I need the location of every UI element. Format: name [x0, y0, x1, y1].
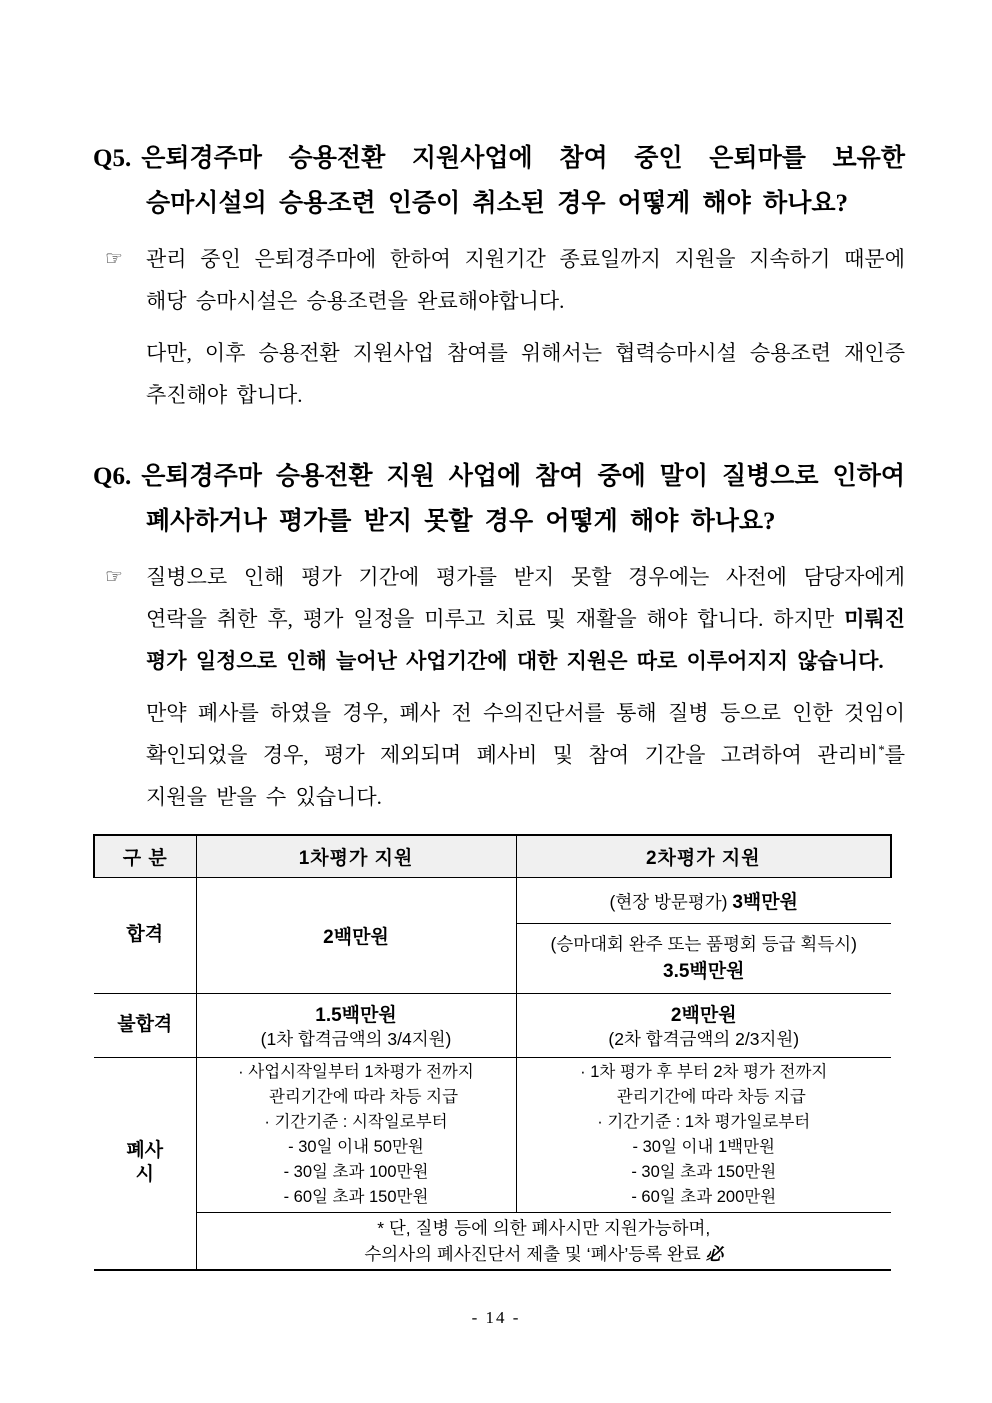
pass-second-eval-b-note: (승마대회 완주 또는 품평회 등급 획득시)	[550, 934, 857, 954]
table-row-death	[94, 1057, 891, 1212]
pointing-hand-icon: ☞	[105, 566, 123, 588]
pass-second-eval-a	[516, 877, 891, 923]
fail-row-label: 불합격	[94, 993, 196, 1057]
death-first-line: - 30일 이내 50만원	[288, 1137, 424, 1156]
page-content	[93, 136, 905, 1271]
pass-first-eval-amount: 2백만원	[196, 877, 516, 993]
q5-section	[93, 136, 905, 416]
pass-second-eval-a-note: (현장 방문평가)	[609, 891, 733, 912]
death-row-label-line1: 폐사	[126, 1140, 164, 1161]
q6-answer-1-normal: 질병으로 인해 평가 기간에 평가를 받지 못할 경우에는 사전에 담당자에게 연락을 취한 후, 평가 일정을 미루고 치료 및 재활을 해야 합니다. 하지만	[146, 565, 905, 631]
q6-answer-2-pre: 만약 폐사를 하였을 경우, 폐사 전 수의진단서를 통해 질병 등으로 인한 것임이 확인되었을 경우, 평가 제외되며 폐사비 및 참여 기간을 고려하여 관리비	[146, 701, 905, 767]
death-first-line: 관리기간에 따라 차등 지급	[268, 1087, 459, 1106]
death-first-line: · 사업시작일부터 1차평가 전까지	[238, 1062, 474, 1081]
header-first-eval: 1차평가 지원	[196, 835, 516, 877]
q6-label: Q6.	[93, 463, 132, 490]
death-second-line: · 1차 평가 후 부터 2차 평가 전까지	[580, 1062, 828, 1081]
death-row-label-line2: 시	[135, 1164, 154, 1185]
fail-first-eval-amount: 1.5백만원	[315, 1004, 397, 1026]
q6-answer-2-post: 를 지원을 받을 수 있습니다.	[146, 743, 905, 809]
q6-section	[93, 454, 905, 1271]
q5-answer-1	[93, 238, 905, 322]
q6-answer-1-bold: 미뤄진 평가 일정으로 인해 늘어난 사업기간에 대한 지원은 따로 이루어지지 않습니다.	[146, 607, 905, 673]
support-amount-table	[93, 834, 892, 1271]
death-second-line: - 30일 초과 150만원	[631, 1162, 777, 1181]
q6-answer-2	[93, 692, 905, 818]
pass-second-eval-b	[516, 923, 891, 993]
fail-second-eval	[516, 993, 891, 1057]
death-footnote-line2-text: 수의사의 폐사진단서 제출 및 ‘폐사’등록 완료	[364, 1243, 706, 1264]
fail-second-eval-amount: 2백만원	[670, 1004, 737, 1026]
death-second-line: - 60일 초과 200만원	[631, 1187, 777, 1206]
table-row-fail	[94, 993, 891, 1057]
death-first-line: - 30일 초과 100만원	[283, 1162, 429, 1181]
death-second-line: - 30일 이내 1백만원	[632, 1137, 775, 1156]
q5-heading	[93, 136, 905, 226]
fail-first-eval-note: (1차 합격금액의 3/4지원)	[260, 1028, 452, 1049]
death-second-eval	[516, 1057, 891, 1212]
header-second-eval: 2차평가 지원	[516, 835, 891, 877]
required-hanja: 必	[705, 1243, 724, 1264]
q5-answer-1-text: 관리 중인 은퇴경주마에 한하여 지원기간 종료일까지 지원을 지속하기 때문에 해당 승마시설은 승용조련을 완료해야합니다.	[146, 247, 905, 313]
q5-question-text: 은퇴경주마 승용전환 지원사업에 참여 중인 은퇴마를 보유한 승마시설의 승용조련 인증이 취소된 경우 어떻게 해야 하나요?	[141, 145, 905, 217]
fail-first-eval	[196, 993, 516, 1057]
q6-question-text: 은퇴경주마 승용전환 지원 사업에 참여 중에 말이 질병으로 인하여 폐사하거나 평가를 받지 못할 경우 어떻게 해야 하나요?	[141, 463, 905, 535]
q6-heading	[93, 454, 905, 544]
death-second-line: 관리기간에 따라 차등 지급	[616, 1087, 806, 1106]
pass-row-label: 합격	[94, 877, 196, 993]
q5-label: Q5.	[93, 145, 132, 172]
pass-second-eval-b-amount: 3.5백만원	[663, 961, 745, 982]
pass-second-eval-a-amount: 3백만원	[732, 891, 798, 913]
table-row-death-footnote	[94, 1212, 891, 1270]
death-first-line: - 60일 초과 150만원	[283, 1187, 429, 1206]
pointing-hand-icon: ☞	[105, 248, 123, 270]
death-footnote-line1: * 단, 질병 등에 의한 폐사시만 지원가능하며,	[377, 1217, 711, 1238]
fail-second-eval-note: (2차 합격금액의 2/3지원)	[608, 1028, 800, 1049]
death-first-line: · 기간기준 : 시작일로부터	[264, 1112, 448, 1131]
death-footnote-line2	[202, 1241, 887, 1267]
q6-answer-1	[93, 556, 905, 682]
table-header-row	[94, 835, 891, 877]
death-footnote-cell	[196, 1212, 891, 1270]
header-category: 구 분	[94, 835, 196, 877]
footnote-asterisk: *	[878, 742, 885, 757]
death-row-label	[94, 1057, 196, 1270]
table-row-pass-a	[94, 877, 891, 923]
q5-answer-2	[93, 332, 905, 416]
page-number: - 14 -	[471, 1308, 521, 1327]
q5-answer-2-text: 다만, 이후 승용전환 지원사업 참여를 위해서는 협력승마시설 승용조련 재인증 추진해야 합니다.	[146, 341, 905, 407]
death-first-eval	[196, 1057, 516, 1212]
death-second-line: · 기간기준 : 1차 평가일로부터	[597, 1112, 811, 1131]
